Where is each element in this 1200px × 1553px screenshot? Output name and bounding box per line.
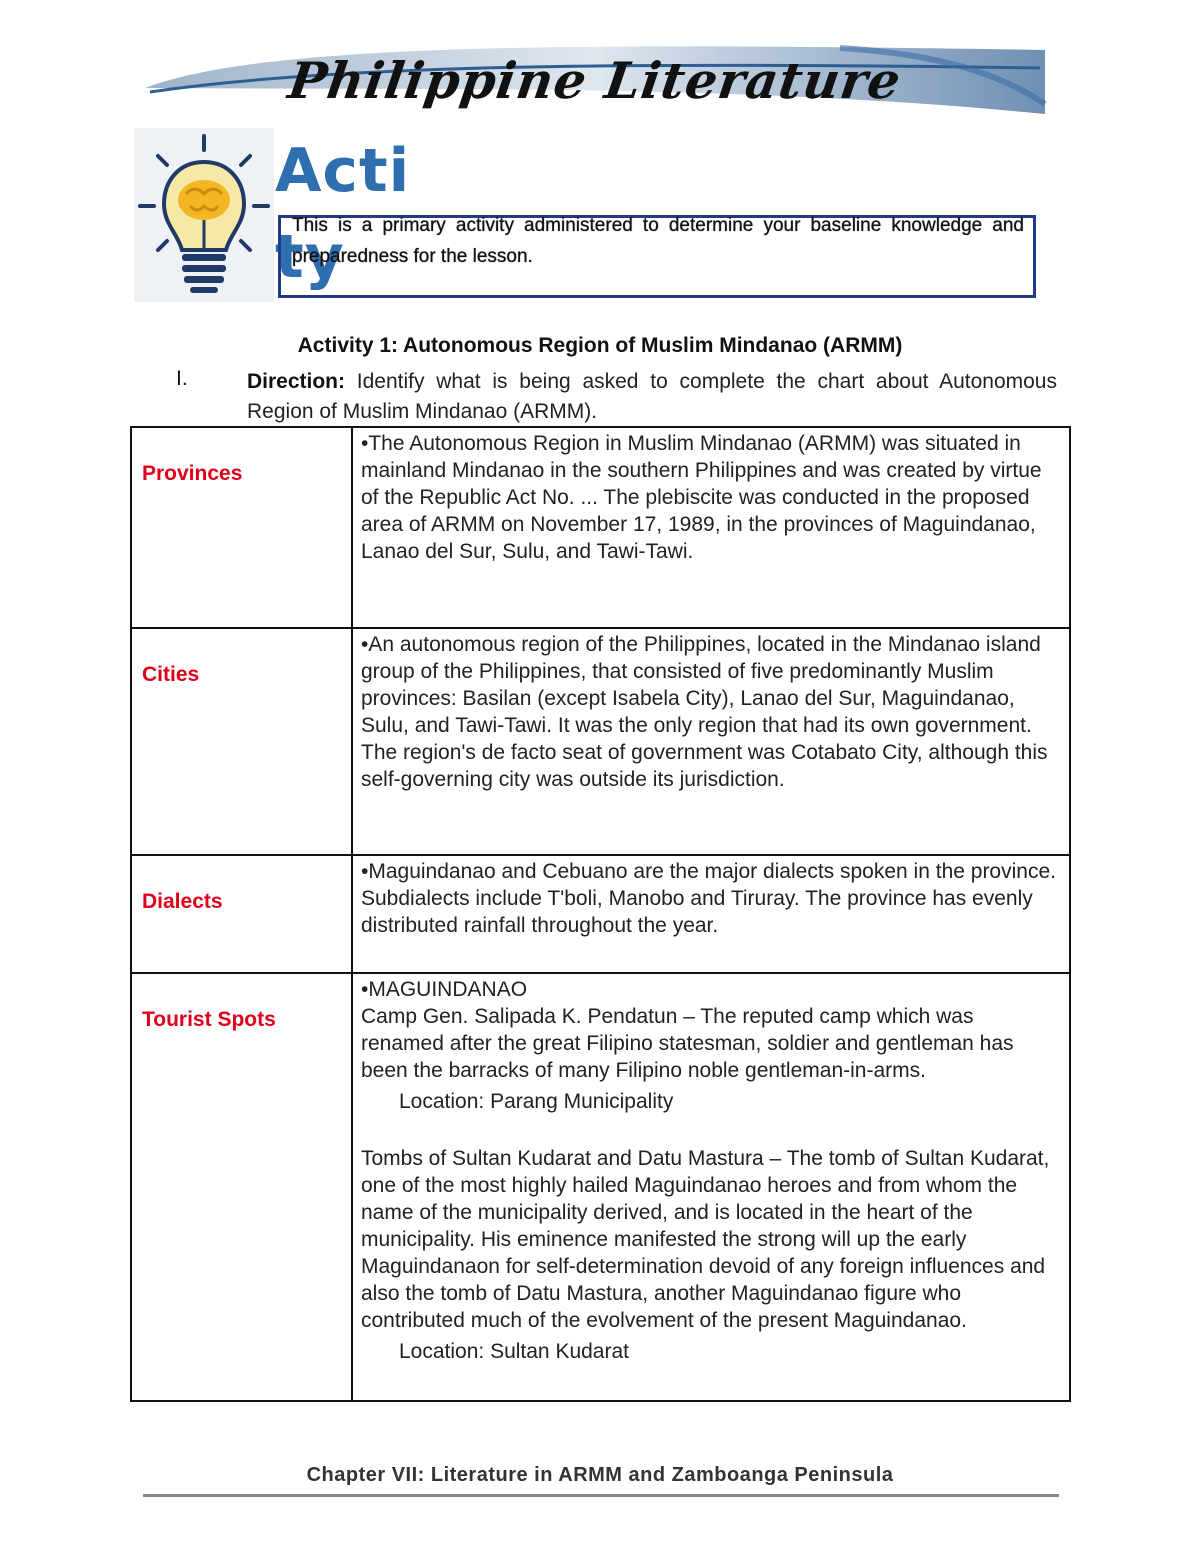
row-label-cities: Cities <box>131 628 352 855</box>
armm-chart-table <box>130 426 1071 1402</box>
table-row-tourist-spots <box>131 973 1070 1401</box>
table-row-dialects <box>131 855 1070 973</box>
chapter-footer: Chapter VII: Literature in ARMM and Zamboanga Peninsula <box>306 1464 894 1486</box>
row-label-provinces: Provinces <box>131 427 352 628</box>
activity-title-line1: Acti <box>275 136 411 206</box>
direction-label: Direction: <box>247 370 346 393</box>
row-label-tourist-spots: Tourist Spots <box>131 973 352 1401</box>
direction-text: Identify what is being asked to complete the chart about Autonomous Region of Muslim Mindanao (ARMM). <box>247 370 1057 423</box>
direction-number: I. <box>176 367 188 390</box>
table-row-cities <box>131 628 1070 855</box>
spacer <box>361 1115 1061 1145</box>
table-row-provinces <box>131 427 1070 628</box>
tourist-spot-2-location: Location: Sultan Kudarat <box>399 1340 629 1363</box>
row-text-dialects: •Maguindanao and Cebuano are the major dialects spoken in the province. Subdialects include T'boli, Manobo and Tiruray. The province has evenly distributed rainfall throughout the year. <box>352 855 1070 973</box>
activity-note: This is a primary activity administered to determine your baseline knowledge and preparedness for the lesson. <box>292 215 1024 267</box>
tourist-spot-1: Camp Gen. Salipada K. Pendatun – The reputed camp which was renamed after the great Filipino statesman, soldier and gentleman has been the barracks of many Filipino noble gentleman-in-arms. <box>361 1005 1014 1082</box>
tourist-spot-2: Tombs of Sultan Kudarat and Datu Mastura – The tomb of Sultan Kudarat, one of the most highly hailed Maguindanao heroes and from whom the name of the municipality derived, and is located in the heart of the municipality. His eminence manifested the strong will up the early Maguindanaon for self-determination devoid of any foreign influences and also the tomb of Datu Mastura, another Maguindanao figure who contributed much of the evolvement of the present Maguindanao. <box>361 1147 1050 1332</box>
row-label-dialects: Dialects <box>131 855 352 973</box>
row-text-provinces: •The Autonomous Region in Muslim Mindanao (ARMM) was situated in mainland Mindanao in the southern Philippines and was created by virtue of the Republic Act No. ... The plebiscite was conducted in the proposed area of ARMM on November 17, 1989, in the provinces of Maguindanao, Lanao del Sur, Sulu, and Tawi-Tawi. <box>352 427 1070 628</box>
activity-heading: Activity 1: Autonomous Region of Muslim Mindanao (ARMM) <box>297 334 903 357</box>
row-content-tourist-spots <box>352 973 1070 1401</box>
direction-paragraph <box>247 367 1057 427</box>
document-title: Philippine Literature <box>284 50 906 110</box>
tourist-spots-heading: •MAGUINDANAO <box>361 978 528 1001</box>
footer-divider <box>143 1494 1059 1497</box>
activity-title-line2: ty <box>275 222 345 292</box>
header-banner <box>140 44 1050 116</box>
lightbulb-brain-icon <box>134 128 274 302</box>
row-text-cities: •An autonomous region of the Philippines, located in the Mindanao island group of the Philippines, that consisted of five predominantly Muslim provinces: Basilan (except Isabela City), Lanao del Sur, Maguindanao, Sulu, and Tawi-Tawi. It was the only region that had its own government. The region's de facto seat of government was Cotabato City, although this self-governing city was outside its jurisdiction. <box>352 628 1070 855</box>
tourist-spot-1-location: Location: Parang Municipality <box>399 1090 674 1113</box>
